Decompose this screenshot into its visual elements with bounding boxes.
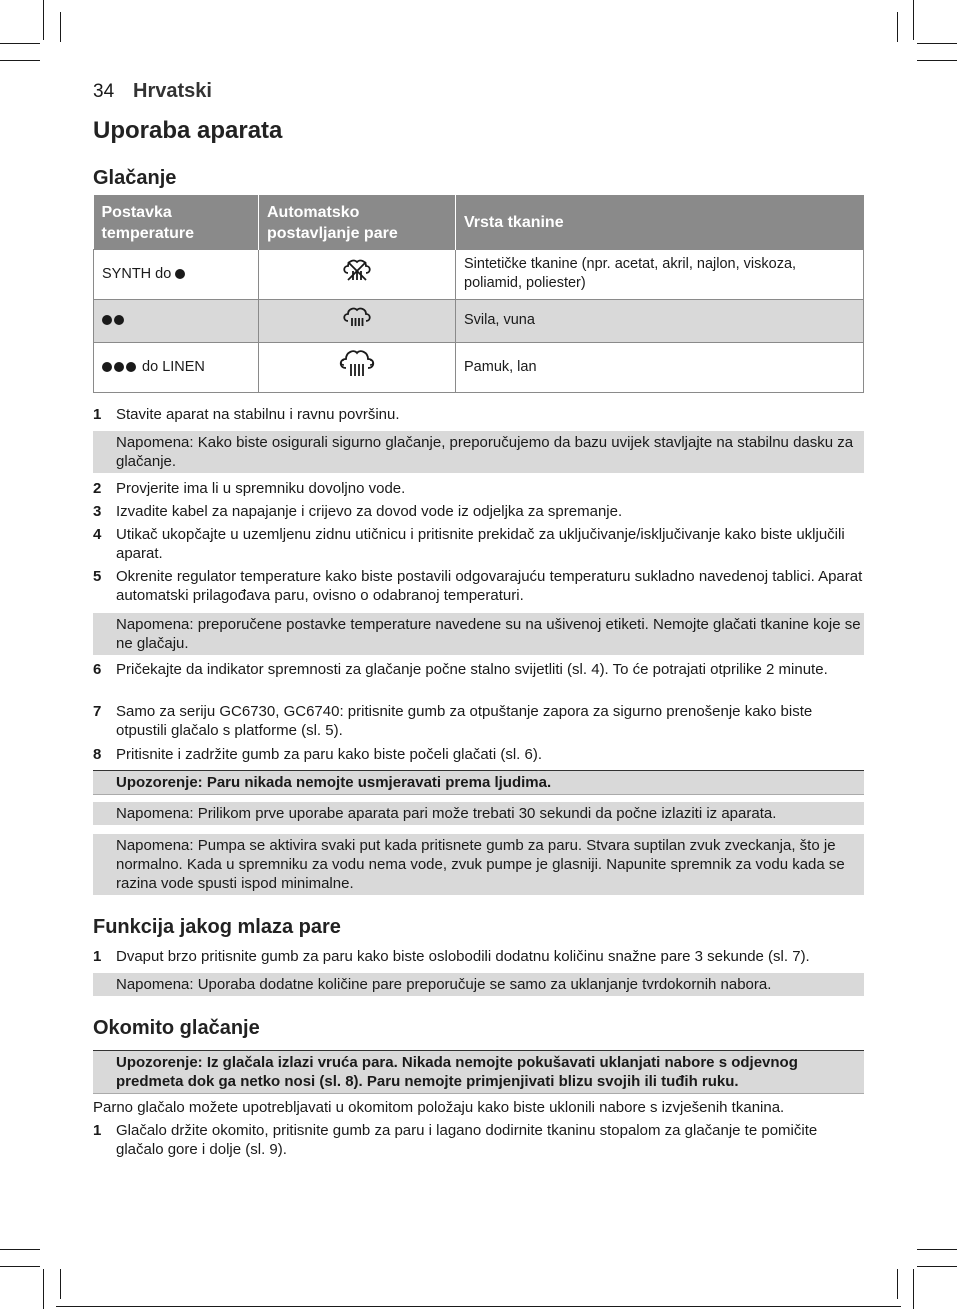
crop-mark	[897, 12, 898, 42]
table-header: Postavka temperature	[94, 195, 259, 249]
temperature-setting: SYNTH do	[94, 249, 259, 299]
temperature-dot-icon	[175, 269, 185, 279]
temperature-dot-icon	[114, 362, 124, 372]
steam-high-icon	[337, 348, 377, 380]
temperature-dot-icon	[114, 315, 124, 325]
table-row	[94, 249, 864, 299]
note-box: Napomena: Pumpa se aktivira svaki put kada pritisnete gumb za paru. Stvara suptilan zvuk zveckanja, što je normalno. Kada u spremniku za vodu nema vode, zvuk pumpe je glasniji. Napunite spremnik za vodu kada se razina vode spusti ispod minimalne.	[93, 834, 864, 895]
list-item: 2 Provjerite ima li u spremniku dovoljno vode.	[93, 480, 406, 497]
crop-mark	[43, 0, 44, 40]
temperature-dot-icon	[102, 315, 112, 325]
crop-mark	[897, 1269, 898, 1299]
warning-box: Upozorenje: Iz glačala izlazi vruća para. Nikada nemojte pokušavati uklanjati nabore s odjevnog predmeta dok ga netko nosi (sl. 8). Paru nemojte primjenjivati blizu svojih ili tuđih ruku.	[93, 1050, 864, 1094]
crop-mark	[60, 12, 61, 42]
crop-mark	[60, 1269, 61, 1299]
temperature-setting: do LINEN	[94, 342, 259, 392]
list-item: 6 Pričekajte da indikator spremnosti za glačanje počne stalno svijetliti (sl. 4). To će potrajati otprilike 2 minute.	[93, 661, 828, 678]
warning-box: Upozorenje: Paru nikada nemojte usmjeravati prema ljudima.	[93, 770, 864, 795]
steam-off-icon	[341, 258, 373, 284]
table-header: Automatsko postavljanje pare	[259, 195, 456, 249]
note-box: Napomena: Uporaba dodatne količine pare preporučuje se samo za uklanjanje tvrdokornih nabora.	[93, 973, 864, 996]
crop-mark	[56, 1306, 901, 1307]
table-row	[94, 342, 864, 392]
crop-mark	[913, 0, 914, 40]
crop-mark	[917, 1249, 957, 1250]
note-box: Napomena: preporučene postavke temperature navedene su na ušivenoj etiketi. Nemojte glačati tkanine koje se ne glačaju.	[93, 613, 864, 655]
list-item: 8 Pritisnite i zadržite gumb za paru kako biste počeli glačati (sl. 6).	[93, 746, 543, 763]
list-item: 4 Utikač ukopčajte u uzemljenu zidnu utičnicu i pritisnite prekidač za uključivanje/isključivanje kako biste uključili aparat.	[93, 526, 845, 562]
list-item: 1 Stavite aparat na stabilnu i ravnu površinu.	[93, 406, 400, 423]
crop-mark	[0, 1266, 40, 1267]
temperature-dot-icon	[102, 362, 112, 372]
crop-mark	[0, 60, 40, 61]
temperature-dot-icon	[126, 362, 136, 372]
steam-medium-icon	[341, 306, 373, 330]
crop-mark	[0, 1249, 40, 1250]
fabric-type: Sintetičke tkanine (npr. acetat, akril, najlon, viskoza, poliamid, poliester)	[456, 249, 864, 299]
fabric-type: Pamuk, lan	[456, 342, 864, 392]
temperature-table	[93, 195, 864, 393]
crop-mark	[917, 1266, 957, 1267]
list-item: 3 Izvadite kabel za napajanje i crijevo za dovod vode iz odjeljka za spremanje.	[93, 503, 623, 520]
list-item: 5 Okrenite regulator temperature kako biste postavili odgovarajuću temperaturu sukladno navedenoj tablici. Aparat automatski prilagođava paru, ovisno o odabranoj temperaturi.	[93, 568, 863, 604]
paragraph: Parno glačalo možete upotrebljavati u okomitom položaju kako biste uklonili nabore s izvješenih tkanina.	[93, 1099, 785, 1116]
crop-mark	[913, 1269, 914, 1309]
crop-mark	[917, 60, 957, 61]
page-title: Uporaba aparata	[93, 117, 283, 144]
crop-mark	[917, 43, 957, 44]
list-item: 7 Samo za seriju GC6730, GC6740: pritisnite gumb za otpuštanje zapora za sigurno prenošenje kako biste otpustili glačalo s platforme (sl. 5).	[93, 703, 813, 739]
table-row	[94, 299, 864, 342]
temperature-setting	[94, 299, 259, 342]
list-item: 1 Dvaput brzo pritisnite gumb za paru kako biste oslobodili dodatnu količinu snažne pare 3 sekunde (sl. 7).	[93, 948, 810, 965]
note-box: Napomena: Kako biste osigurali sigurno glačanje, preporučujemo da bazu uvijek stavljajte na stabilnu dasku za glačanje.	[93, 431, 864, 473]
page-number: 34	[93, 81, 115, 102]
fabric-type: Svila, vuna	[456, 299, 864, 342]
list-item: 1 Glačalo držite okomito, pritisnite gumb za paru i lagano dodirnite tkaninu stopalom za glačanje te pomičite glačalo gore i dolje (sl. 9).	[93, 1122, 818, 1158]
crop-mark	[0, 43, 40, 44]
section-heading-ironing: Glačanje	[93, 167, 177, 189]
table-header: Vrsta tkanine	[456, 195, 864, 249]
crop-mark	[43, 1269, 44, 1309]
note-box: Napomena: Prilikom prve uporabe aparata pari može trebati 30 sekundi da počne izlaziti iz aparata.	[93, 802, 864, 825]
section-heading-burst: Funkcija jakog mlaza pare	[93, 916, 341, 938]
section-heading-vertical: Okomito glačanje	[93, 1017, 260, 1039]
language-label: Hrvatski	[133, 80, 212, 102]
